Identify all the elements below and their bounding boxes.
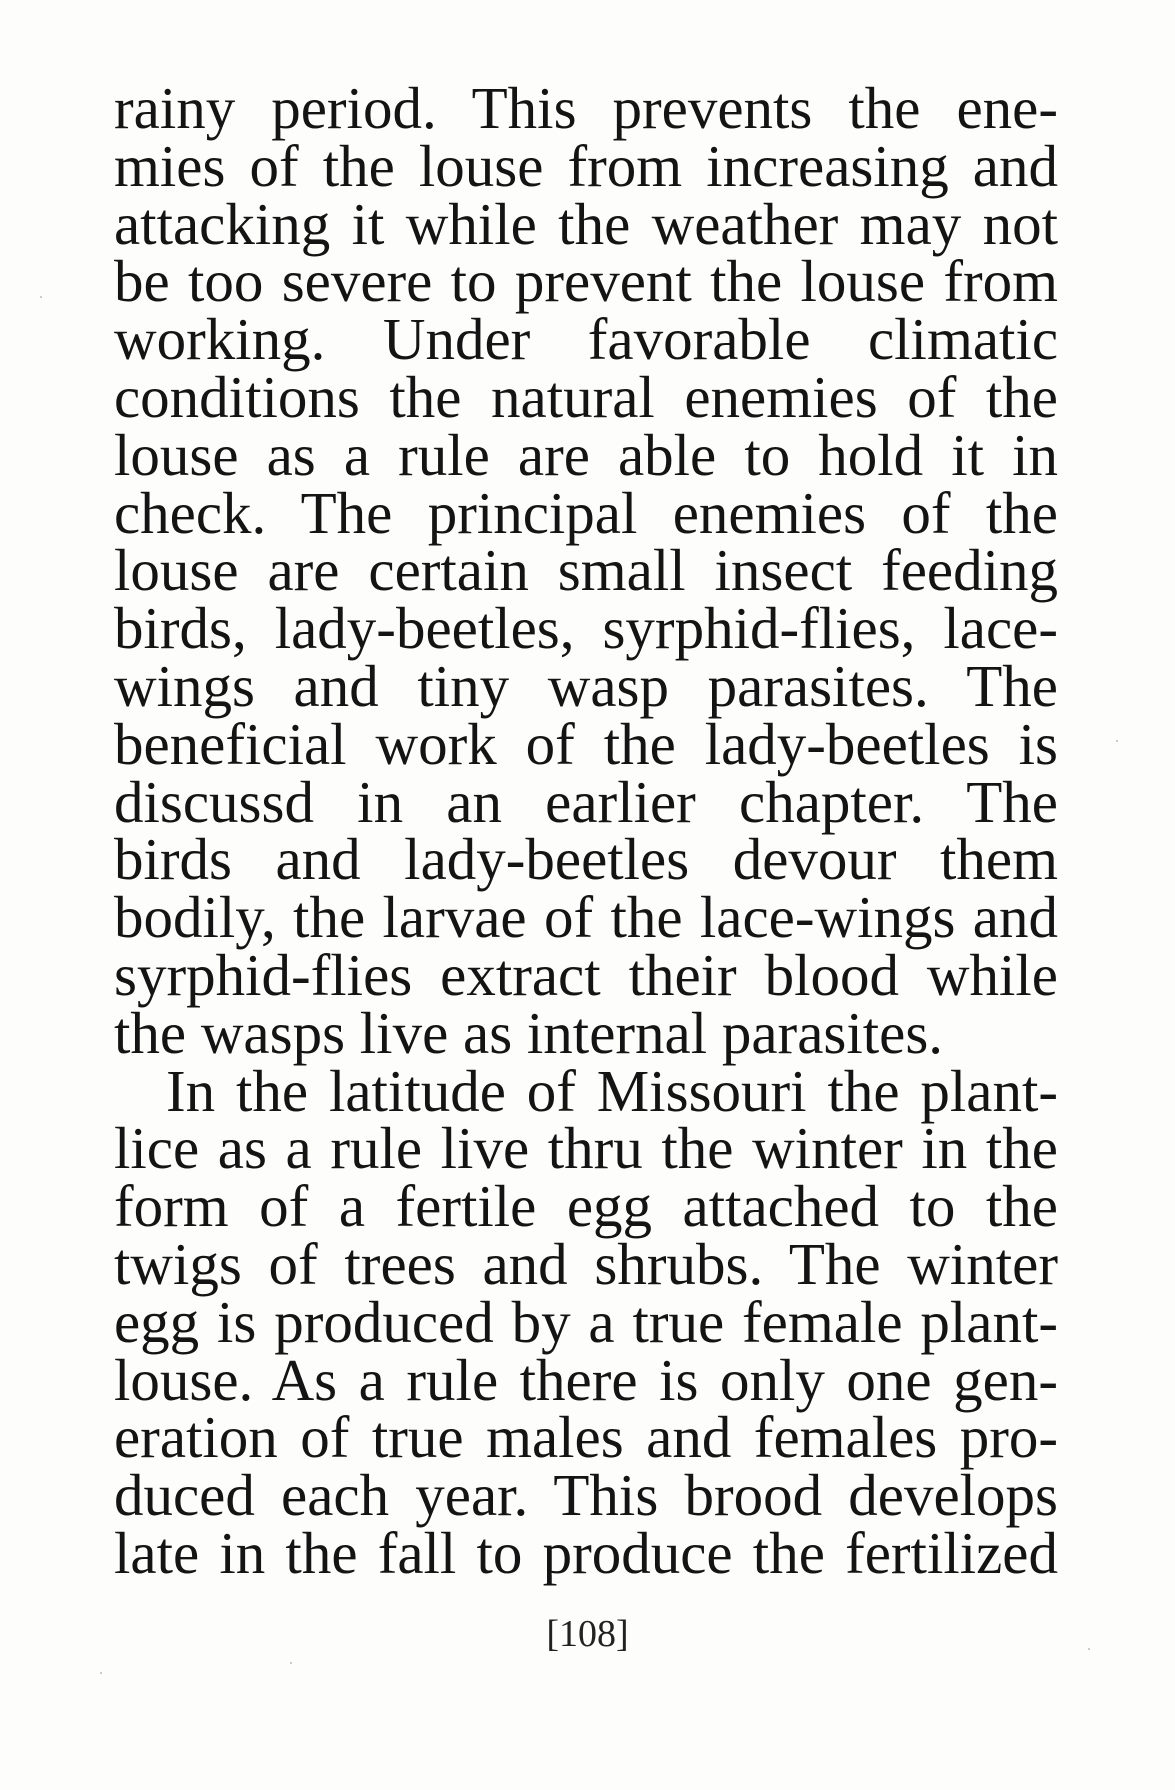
text-line: conditions the natural enemies of the	[114, 363, 1058, 430]
text-line: birds, lady-beetles, syrphid-flies, lace-	[114, 595, 1058, 662]
text-line: twigs of trees and shrubs. The winter	[114, 1230, 1058, 1297]
paragraph-first-line: In the latitude of Missouri the plant-	[166, 1057, 1058, 1124]
text-line: attacking it while the weather may not	[114, 190, 1058, 257]
text-line: form of a fertile egg attached to the	[114, 1173, 1058, 1240]
text-line: late in the fall to produce the fertilized	[114, 1519, 1058, 1586]
text-line: wings and tiny wasp parasites. The	[114, 652, 1058, 719]
text-line: lice as a rule live thru the winter in the	[114, 1115, 1058, 1182]
text-line: duced each year. This brood develops	[114, 1462, 1058, 1529]
paper-speck	[100, 1672, 102, 1674]
paper-speck	[40, 296, 42, 298]
text-line: syrphid-flies extract their blood while	[114, 941, 1058, 1008]
page-number: [108]	[546, 1613, 629, 1655]
text-line: the wasps live as internal parasites.	[114, 999, 944, 1066]
text-line: check. The principal enemies of the	[114, 479, 1058, 546]
text-line: eration of true males and females pro-	[114, 1404, 1058, 1471]
text-line: rainy period. This prevents the ene-	[114, 75, 1058, 141]
text-line: louse as a rule are able to hold it in	[114, 421, 1058, 488]
text-line: be too severe to prevent the louse from	[114, 248, 1058, 315]
paper-speck	[1088, 1648, 1090, 1650]
paper-speck	[1116, 740, 1118, 742]
text-line: beneficial work of the lady-beetles is	[114, 710, 1058, 777]
text-line: working. Under favorable climatic	[114, 306, 1058, 373]
text-line: bodily, the larvae of the lace-wings and	[114, 884, 1058, 951]
paper-speck	[290, 1662, 292, 1664]
text-line: egg is produced by a true female plant-	[114, 1288, 1058, 1355]
text-line: louse. As a rule there is only one gen-	[114, 1346, 1058, 1413]
text-line: birds and lady-beetles devour them	[114, 826, 1058, 893]
text-line: discussd in an earlier chapter. The	[114, 768, 1058, 835]
text-line: mies of the louse from increasing and	[114, 132, 1058, 199]
text-line: louse are certain small insect feeding	[114, 537, 1058, 604]
body-text	[114, 75, 1058, 1586]
